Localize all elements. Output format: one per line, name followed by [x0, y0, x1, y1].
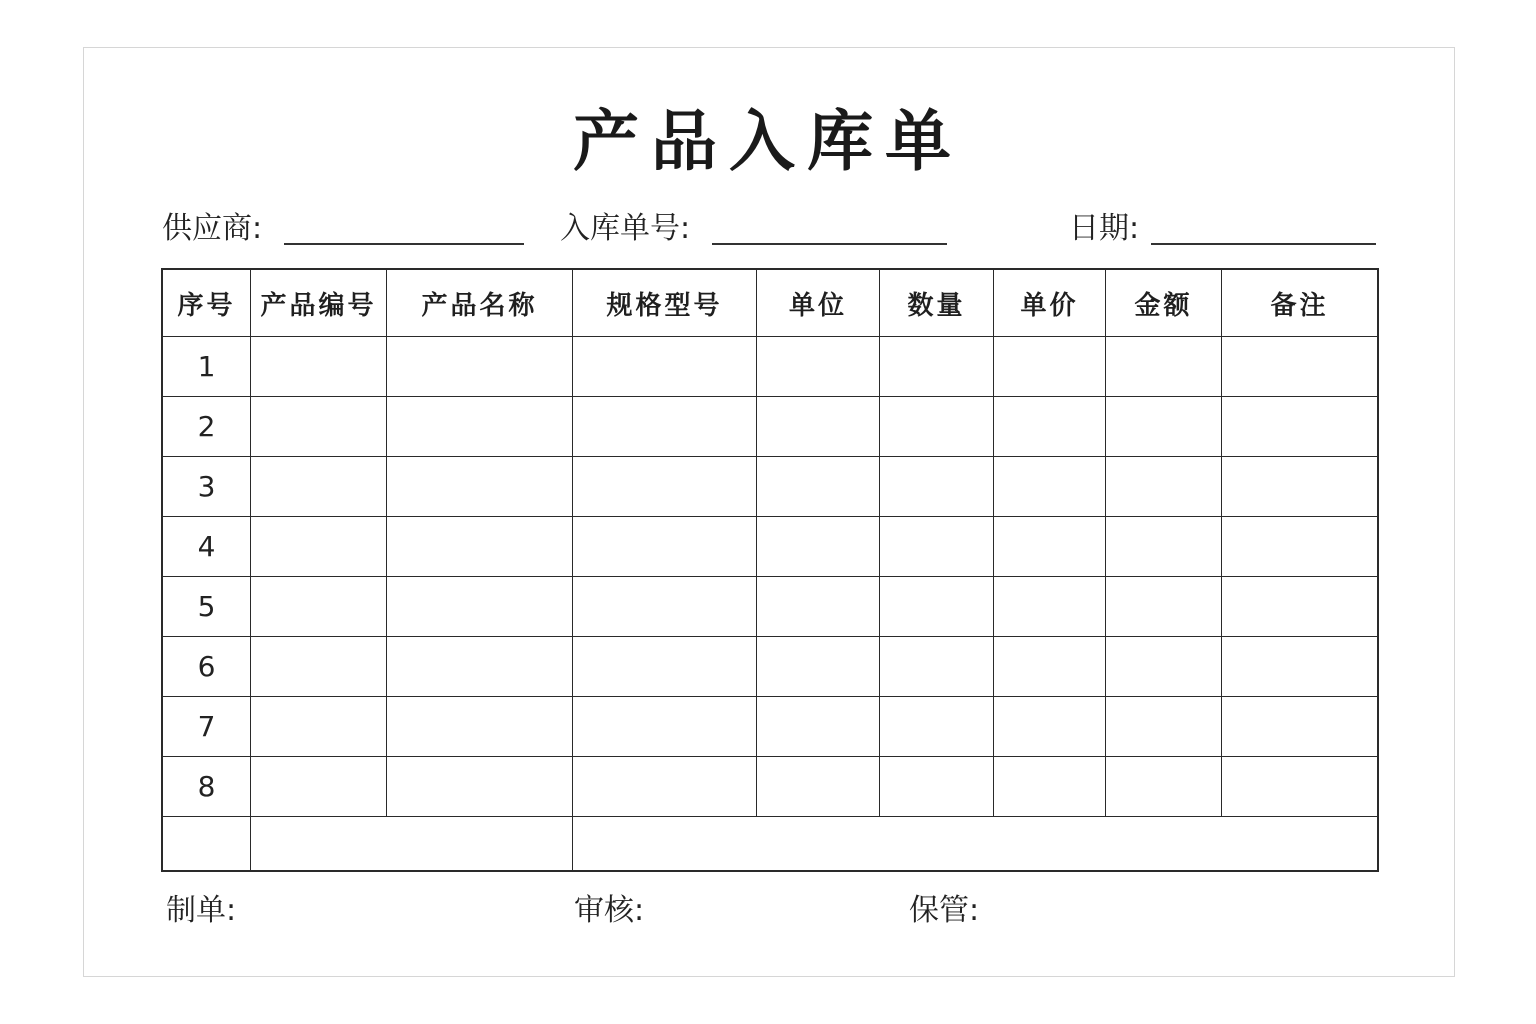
column-header-product-name: 产品名称 — [387, 270, 573, 337]
cell-unit-price[interactable] — [994, 397, 1106, 457]
cell-product-code[interactable] — [251, 337, 387, 397]
row-index: 7 — [163, 697, 251, 757]
cell-remarks[interactable] — [1222, 757, 1378, 817]
cell-remarks[interactable] — [1222, 517, 1378, 577]
cell-unit[interactable] — [757, 457, 880, 517]
table-row — [163, 457, 1378, 517]
cell-quantity[interactable] — [880, 637, 994, 697]
cell-specification[interactable] — [573, 457, 757, 517]
row-index: 5 — [163, 577, 251, 637]
cell-amount[interactable] — [1106, 757, 1222, 817]
supplier-field-line[interactable] — [284, 243, 524, 245]
column-header-amount: 金额 — [1106, 270, 1222, 337]
cell-product-name[interactable] — [387, 757, 573, 817]
cell-amount[interactable] — [1106, 397, 1222, 457]
row-index: 2 — [163, 397, 251, 457]
cell-quantity[interactable] — [880, 697, 994, 757]
column-header-unit-price: 单价 — [994, 270, 1106, 337]
cell-quantity[interactable] — [880, 337, 994, 397]
table-row — [163, 697, 1378, 757]
reviewed-by-label: 审核: — [574, 893, 645, 928]
row-index: 3 — [163, 457, 251, 517]
cell-remarks[interactable] — [1222, 637, 1378, 697]
cell-unit-price[interactable] — [994, 697, 1106, 757]
table-row — [163, 577, 1378, 637]
cell-product-code[interactable] — [251, 697, 387, 757]
cell-unit[interactable] — [757, 697, 880, 757]
cell-unit-price[interactable] — [994, 577, 1106, 637]
supplier-label: 供应商: — [162, 211, 263, 246]
column-header-index: 序号 — [163, 270, 251, 337]
cell-product-name[interactable] — [387, 517, 573, 577]
cell-unit-price[interactable] — [994, 517, 1106, 577]
cell-remarks[interactable] — [1222, 397, 1378, 457]
row-index: 6 — [163, 637, 251, 697]
date-label: 日期: — [1069, 211, 1140, 246]
summary-row — [163, 817, 1378, 871]
cell-unit[interactable] — [757, 397, 880, 457]
cell-specification[interactable] — [573, 337, 757, 397]
row-index: 1 — [163, 337, 251, 397]
cell-quantity[interactable] — [880, 757, 994, 817]
cell-product-code[interactable] — [251, 577, 387, 637]
custodian-label: 保管: — [909, 893, 980, 928]
cell-amount[interactable] — [1106, 457, 1222, 517]
cell-product-code[interactable] — [251, 457, 387, 517]
cell-specification[interactable] — [573, 637, 757, 697]
table-row — [163, 397, 1378, 457]
summary-total-cell[interactable] — [573, 817, 1378, 871]
cell-specification[interactable] — [573, 517, 757, 577]
cell-unit-price[interactable] — [994, 757, 1106, 817]
cell-amount[interactable] — [1106, 517, 1222, 577]
cell-unit[interactable] — [757, 517, 880, 577]
cell-remarks[interactable] — [1222, 457, 1378, 517]
cell-specification[interactable] — [573, 757, 757, 817]
cell-amount[interactable] — [1106, 577, 1222, 637]
column-header-specification: 规格型号 — [573, 270, 757, 337]
table-row — [163, 337, 1378, 397]
cell-unit[interactable] — [757, 637, 880, 697]
cell-unit[interactable] — [757, 577, 880, 637]
date-field-line[interactable] — [1151, 243, 1376, 245]
column-header-remarks: 备注 — [1222, 270, 1378, 337]
cell-remarks[interactable] — [1222, 577, 1378, 637]
cell-specification[interactable] — [573, 697, 757, 757]
table-row — [163, 637, 1378, 697]
cell-amount[interactable] — [1106, 637, 1222, 697]
cell-product-name[interactable] — [387, 697, 573, 757]
cell-amount[interactable] — [1106, 697, 1222, 757]
cell-unit-price[interactable] — [994, 337, 1106, 397]
row-index: 8 — [163, 757, 251, 817]
cell-quantity[interactable] — [880, 457, 994, 517]
cell-product-name[interactable] — [387, 397, 573, 457]
row-index: 4 — [163, 517, 251, 577]
cell-product-code[interactable] — [251, 517, 387, 577]
cell-amount[interactable] — [1106, 337, 1222, 397]
cell-product-name[interactable] — [387, 577, 573, 637]
column-header-product-code: 产品编号 — [251, 270, 387, 337]
receipt-number-field-line[interactable] — [712, 243, 947, 245]
cell-quantity[interactable] — [880, 397, 994, 457]
cell-quantity[interactable] — [880, 577, 994, 637]
column-header-unit: 单位 — [757, 270, 880, 337]
receipt-number-label: 入库单号: — [560, 211, 691, 246]
cell-specification[interactable] — [573, 397, 757, 457]
cell-product-code[interactable] — [251, 637, 387, 697]
cell-product-code[interactable] — [251, 397, 387, 457]
cell-product-name[interactable] — [387, 457, 573, 517]
table-row — [163, 517, 1378, 577]
cell-unit[interactable] — [757, 337, 880, 397]
table-header-row — [163, 270, 1378, 337]
prepared-by-label: 制单: — [166, 893, 237, 928]
cell-quantity[interactable] — [880, 517, 994, 577]
cell-unit[interactable] — [757, 757, 880, 817]
cell-product-code[interactable] — [251, 757, 387, 817]
cell-unit-price[interactable] — [994, 637, 1106, 697]
cell-product-name[interactable] — [387, 637, 573, 697]
summary-label-cell[interactable] — [163, 817, 251, 871]
table-row — [163, 757, 1378, 817]
cell-remarks[interactable] — [1222, 697, 1378, 757]
inventory-table — [162, 269, 1378, 871]
cell-remarks[interactable] — [1222, 337, 1378, 397]
cell-unit-price[interactable] — [994, 457, 1106, 517]
cell-specification[interactable] — [573, 577, 757, 637]
cell-product-name[interactable] — [387, 337, 573, 397]
summary-amount-in-words-cell[interactable] — [251, 817, 573, 871]
form-title: 产品入库单 — [573, 103, 963, 180]
column-header-quantity: 数量 — [880, 270, 994, 337]
